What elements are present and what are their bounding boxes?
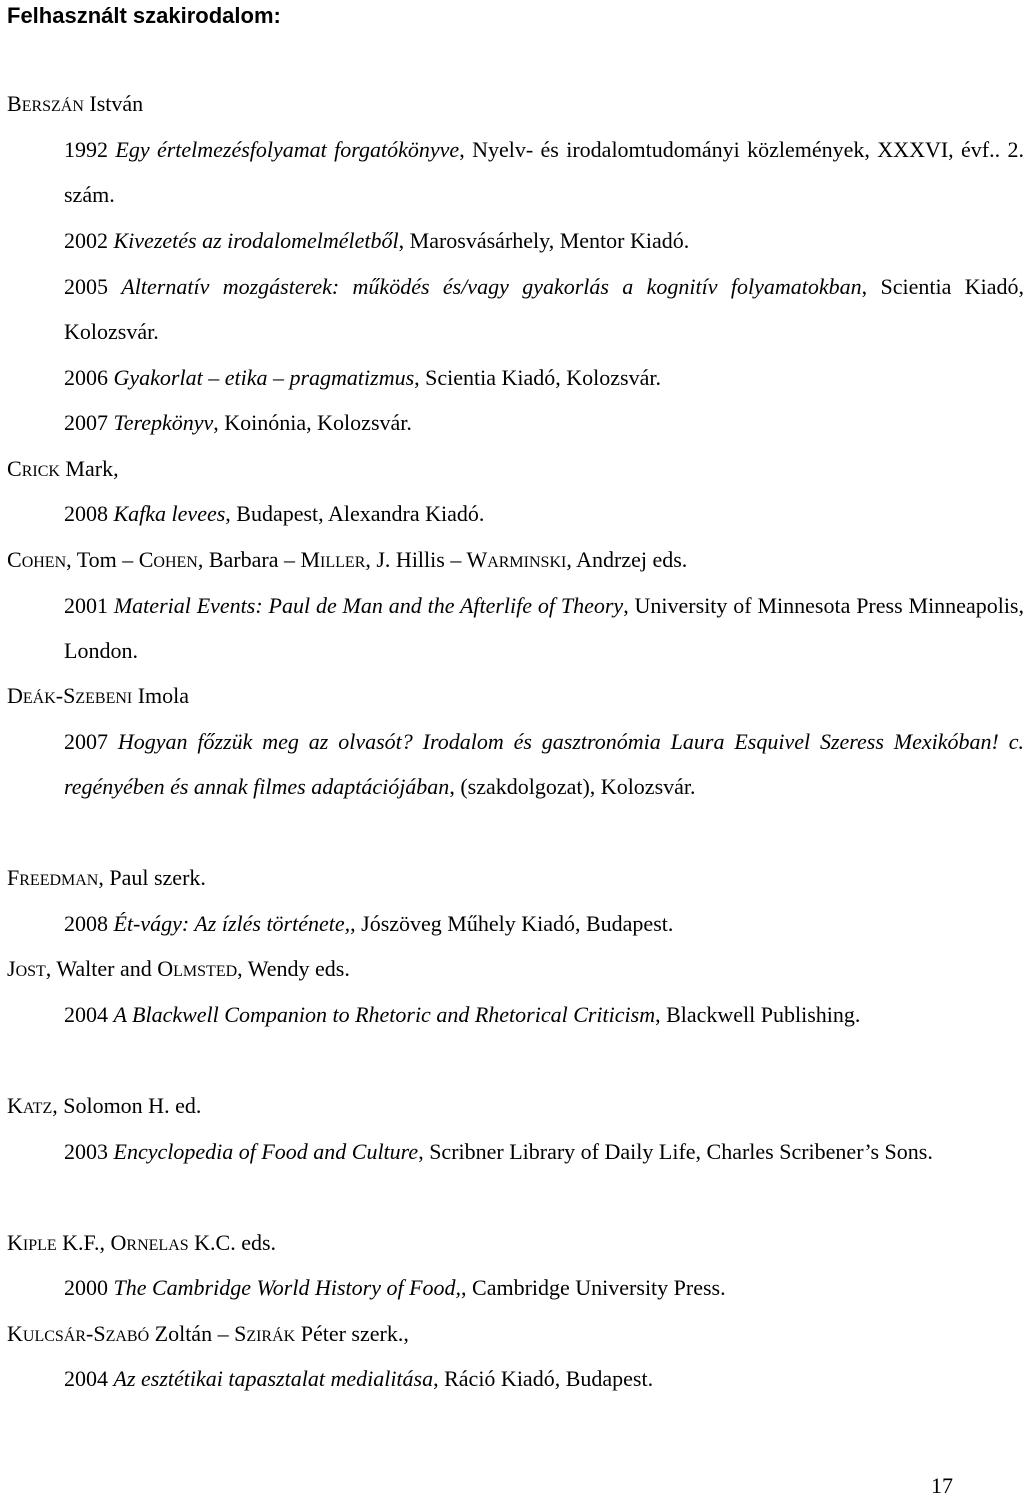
reference-text: , Marosvásárhely, Mentor Kiadó. [398, 228, 690, 253]
reference-item [0, 719, 1031, 810]
reference-text: F [7, 865, 20, 890]
work-title: A Blackwell Companion to Rhetoric and Rhetorical Criticism [113, 1002, 656, 1027]
reference-text: , J. Hillis – W [365, 547, 488, 572]
name-smallcaps: LMSTED [173, 963, 238, 980]
reference-text: B [7, 91, 22, 116]
name-smallcaps: ILLER [320, 554, 366, 571]
reference-text: , Walter and O [45, 956, 174, 981]
reference-text: , Tom – C [66, 547, 154, 572]
name-smallcaps: ULCSÁR [22, 1328, 87, 1345]
page-heading: Felhasznált szakirodalom: [7, 3, 281, 28]
reference-item [0, 218, 1031, 263]
name-smallcaps: OST [15, 963, 46, 980]
name-smallcaps: RNELAS [126, 1237, 189, 1254]
reference-author [0, 673, 967, 721]
reference-author [0, 855, 967, 903]
reference-text: K.F., O [56, 1230, 127, 1255]
reference-author [0, 81, 967, 129]
reference-text: 2001 [64, 593, 114, 618]
name-smallcaps: ATZ [22, 1100, 53, 1117]
reference-item [0, 1356, 1031, 1401]
name-smallcaps: ZEBENI [75, 690, 133, 707]
reference-item [0, 264, 1031, 355]
reference-text: 2004 [64, 1366, 114, 1391]
reference-author [0, 1083, 967, 1131]
reference-text: , Andrzej eds. [566, 547, 688, 572]
reference-text: 2003 [64, 1139, 114, 1164]
reference-text: , Koinónia, Kolozsvár. [213, 410, 412, 435]
reference-text: , (szakdolgozat), Kolozsvár. [449, 774, 696, 800]
reference-text: 2002 [64, 228, 114, 253]
work-title: Az esztétikai tapasztalat medialitása [113, 1366, 434, 1391]
reference-text: , Budapest, Alexandra Kiadó. [225, 501, 485, 526]
reference-author [0, 537, 967, 585]
reference-text: C [7, 547, 22, 572]
reference-text: 2007 [64, 410, 114, 435]
name-smallcaps: ERSZÁN [21, 98, 84, 115]
reference-text: Imola [132, 683, 190, 708]
reference-text: , Scientia Kiadó, Kolozsvár. [414, 365, 661, 390]
reference-text: István [83, 91, 144, 116]
reference-text: , Barbara – M [197, 547, 321, 572]
work-title: Kafka levees [113, 501, 226, 526]
name-smallcaps: ZIRÁK [246, 1328, 296, 1345]
work-title: Hogyan főzzük meg az olvasót? Irodalom és gasztronómia Laura Esquivel Szeress Mexikóban! c. regényében és annak filmes adaptációjában [64, 729, 1024, 800]
reference-item [0, 400, 1031, 445]
reference-text: , University of Minnesota Press Minneapolis, London. [64, 593, 1024, 664]
reference-item [0, 901, 1031, 946]
reference-text: 2007 [64, 729, 118, 754]
reference-text: K [7, 1321, 23, 1346]
reference-text: , Scientia Kiadó, Kolozsvár. [64, 274, 1024, 345]
reference-text: , Scribner Library of Daily Life, Charles Scribener’s Sons. [418, 1139, 933, 1164]
work-title: Terepkönyv [113, 410, 214, 435]
reference-text: 1992 [64, 137, 116, 162]
reference-text: Péter szerk., [295, 1321, 409, 1346]
reference-author [0, 1220, 967, 1268]
reference-text: , Jószöveg Műhely Kiadó, Budapest. [350, 911, 674, 936]
reference-item [0, 1265, 1031, 1310]
name-smallcaps: IPLE [22, 1237, 57, 1254]
name-smallcaps: REEDMAN [19, 872, 99, 889]
reference-text: K [7, 1230, 23, 1255]
reference-author [0, 446, 967, 494]
name-smallcaps: ARMINSKI [487, 554, 567, 571]
reference-text: 2000 [64, 1275, 114, 1300]
reference-text: 2008 [64, 501, 114, 526]
reference-text: , Ráció Kiadó, Budapest. [433, 1366, 654, 1391]
reference-item [0, 583, 1031, 674]
reference-text: D [7, 683, 23, 708]
reference-text: K [7, 1093, 23, 1118]
name-smallcaps: RICK [21, 463, 60, 480]
work-title: Kivezetés az irodalomelméletből [113, 228, 399, 253]
reference-item [0, 1129, 1031, 1174]
work-title: Gyakorlat – etika – pragmatizmus [113, 365, 415, 390]
reference-text: 2005 [64, 274, 122, 299]
reference-text: K.C. eds. [188, 1230, 277, 1255]
reference-text: Zoltán – S [149, 1321, 247, 1346]
name-smallcaps: ZABÓ [105, 1328, 150, 1345]
reference-text: , Blackwell Publishing. [655, 1002, 861, 1027]
reference-text: -S [86, 1321, 106, 1346]
page-number: 17 [931, 1473, 953, 1498]
reference-item [0, 355, 1031, 400]
reference-text: , Cambridge University Press. [461, 1275, 726, 1300]
reference-author [0, 1311, 967, 1359]
reference-text: 2004 [64, 1002, 114, 1027]
reference-text: -S [55, 683, 76, 708]
work-title: Egy értelmezésfolyamat forgatókönyve [115, 137, 460, 162]
reference-item [0, 127, 1031, 218]
name-smallcaps: OHEN [21, 554, 67, 571]
work-title: Encyclopedia of Food and Culture [113, 1139, 419, 1164]
reference-text: Mark, [59, 456, 119, 481]
work-title: Material Events: Paul de Man and the Afterlife of Theory [113, 593, 624, 618]
reference-text: , Solomon H. ed. [52, 1093, 202, 1118]
name-smallcaps: EÁK [22, 690, 56, 707]
work-title: The Cambridge World History of Food, [113, 1275, 462, 1300]
reference-item [0, 491, 1031, 536]
reference-text: , Nyelv- és irodalomtudományi közlemények, XXXVI, évf.. 2. szám. [64, 137, 1025, 208]
reference-text: , Wendy eds. [237, 956, 350, 981]
reference-text: J [7, 956, 16, 981]
name-smallcaps: OHEN [153, 554, 198, 571]
reference-text: 2006 [64, 365, 114, 390]
reference-text: C [7, 456, 22, 481]
reference-item [0, 992, 1031, 1037]
work-title: Ét-vágy: Az ízlés története, [113, 911, 351, 936]
reference-text: , Paul szerk. [98, 865, 206, 890]
reference-text: 2008 [64, 911, 114, 936]
reference-author [0, 946, 967, 994]
work-title: Alternatív mozgásterek: működés és/vagy gyakorlás a kognitív folyamatokban [121, 274, 862, 299]
